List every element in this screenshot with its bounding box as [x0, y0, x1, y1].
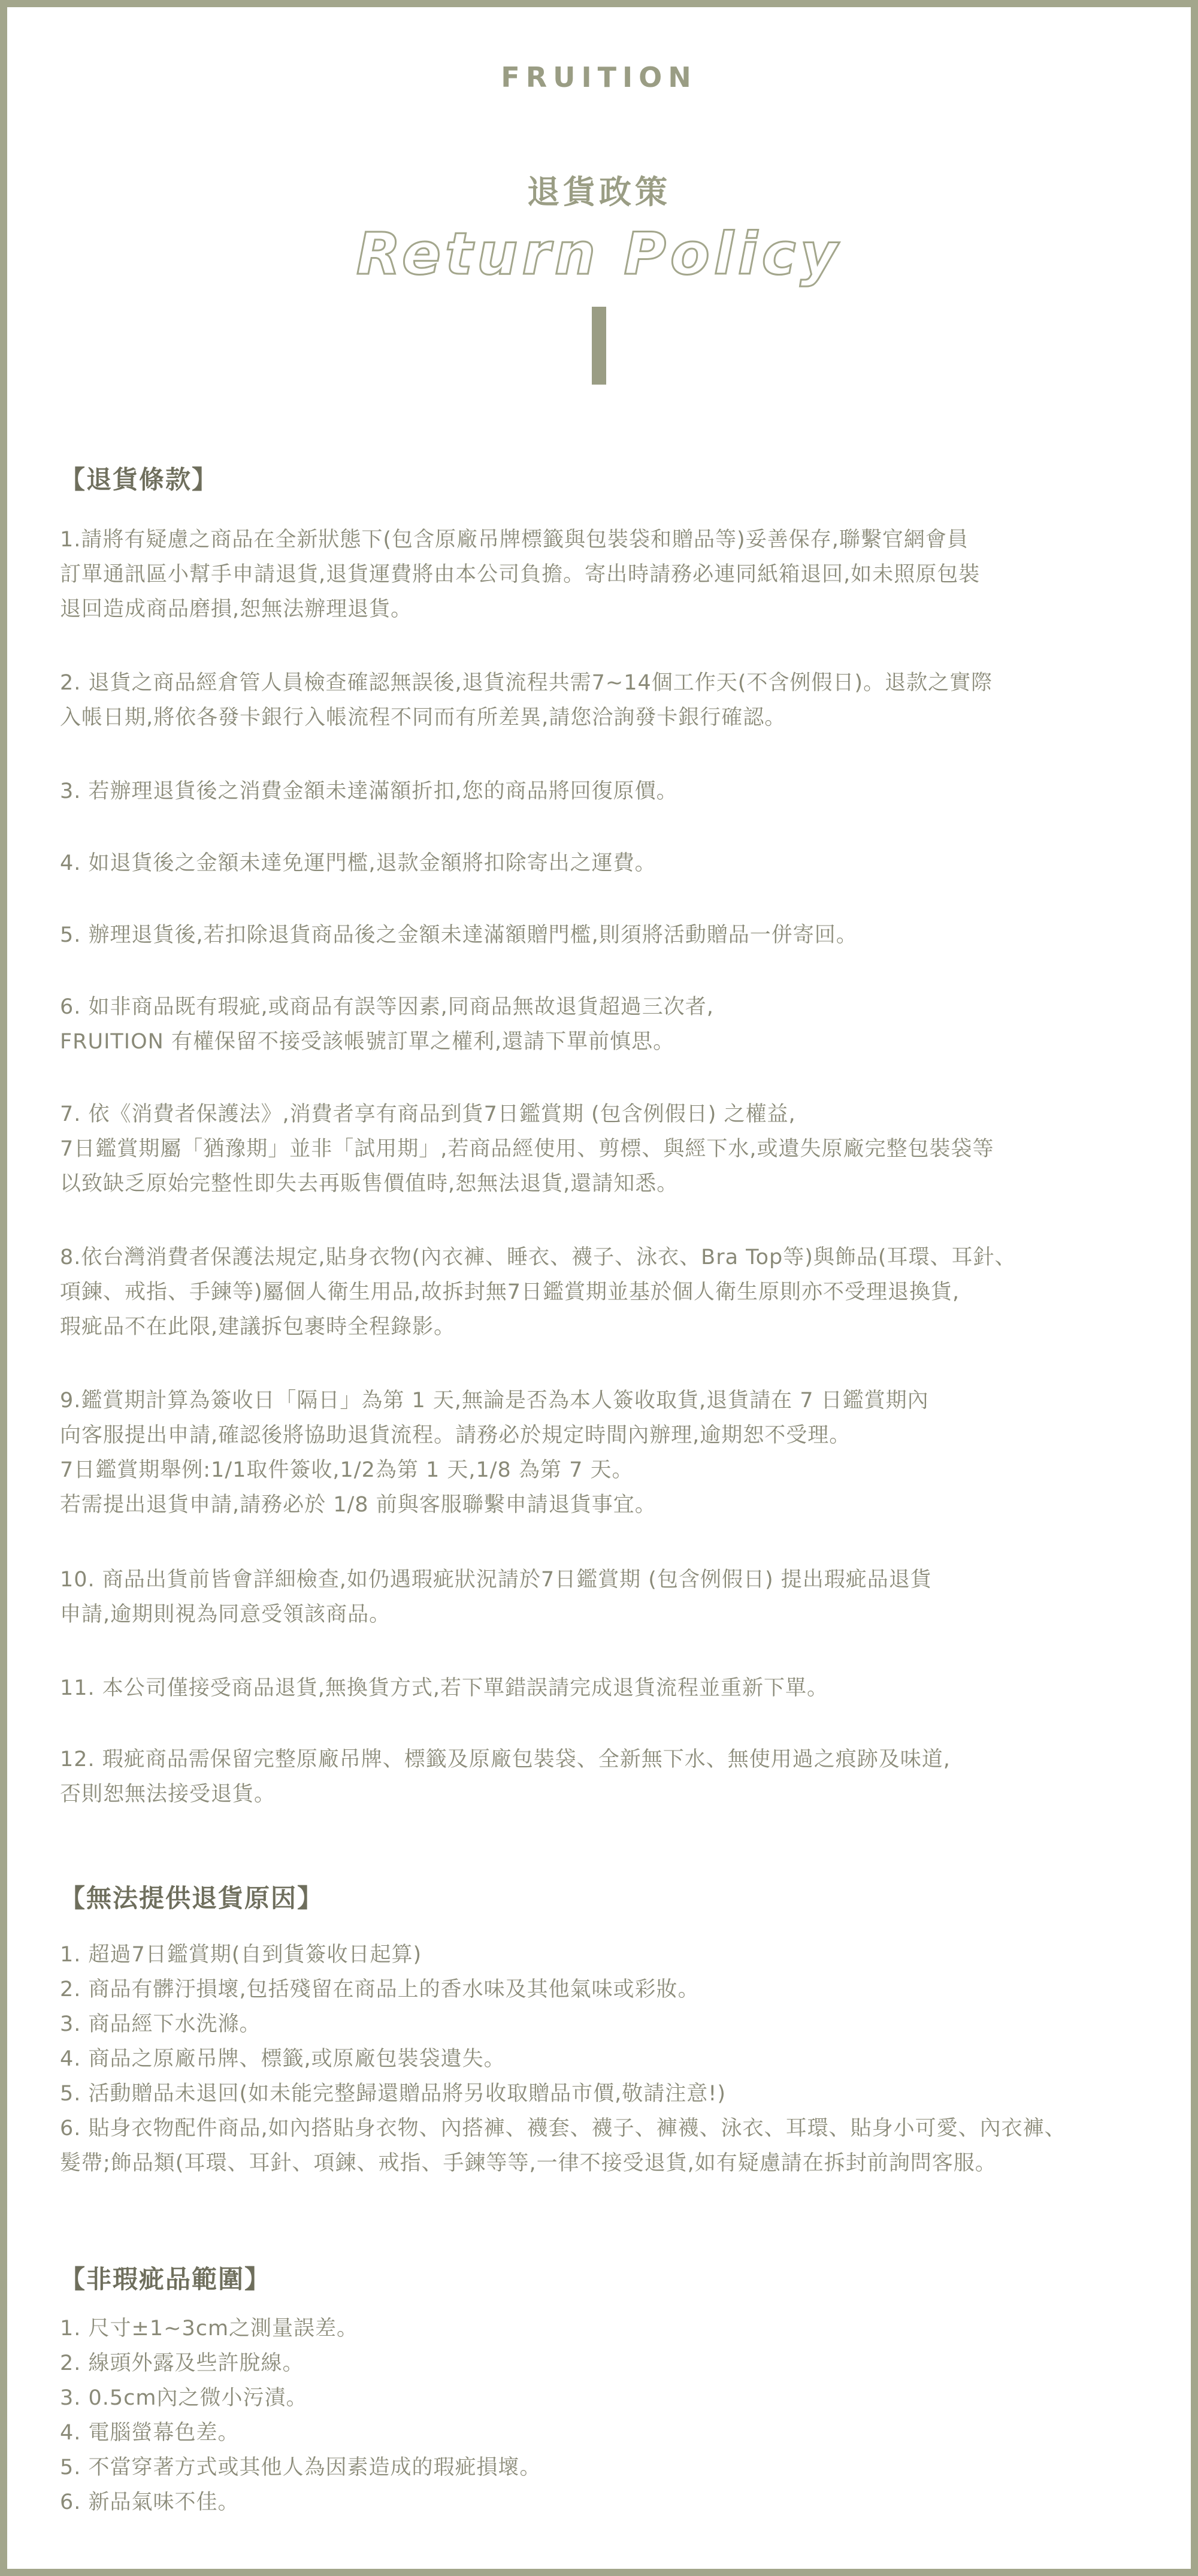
return-term-item: 6. 如非商品既有瑕疵,或商品有誤等因素,同商品無故退貨超過三次者, FRUITION 有權保留不接受該帳號訂單之權利,還請下單前慎思。: [60, 995, 714, 1054]
no-return-reasons-list: 1. 超過7日鑑賞期(自到貨簽收日起算) 2. 商品有髒汙損壞,包括殘留在商品上的香水味及其他氣味或彩妝。 3. 商品經下水洗滌。 4. 商品之原廠吊牌、標籤,或原廠包裝袋遺失。 5. 活動贈品未退回(如未能完整歸還贈品將另收取贈品市價,敬請注意!) 6. 貼身衣物配件商品,如內搭貼身衣物、內搭褲、襪套、襪子、褲襪、泳衣、耳環、貼身小可愛、內衣褲、 髮帶;飾品類(耳環、耳針、項鍊、戒指、手鍊等等,一律不接受退貨,如有疑慮請在拆封前詢問客服。: [60, 1943, 1066, 2175]
section-heading-return-terms: 【退貨條款】: [60, 465, 219, 494]
return-term-item: 3. 若辦理退貨後之消費金額未達滿額折扣,您的商品將回復原價。: [60, 779, 678, 803]
page-title-en: Return Policy: [356, 220, 842, 288]
return-term-item: 10. 商品出貨前皆會詳細檢查,如仍遇瑕疵狀況請於7日鑑賞期 (包含例假日) 提出瑕疵品退貨 申請,逾期則視為同意受領該商品。: [60, 1568, 932, 1626]
return-term-item: 8.依台灣消費者保護法規定,貼身衣物(內衣褲、睡衣、襪子、泳衣、Bra Top等)與飾品(耳環、耳針、 項鍊、戒指、手鍊等)屬個人衛生用品,故拆封無7日鑑賞期並基於個人衛生原則亦不受理退換貨, 瑕疵品不在此限,建議拆包裹時全程錄影。: [60, 1245, 1017, 1339]
return-term-item: 1.請將有疑慮之商品在全新狀態下(包含原廠吊牌標籤與包裝袋和贈品等)妥善保存,聯繫官網會員 訂單通訊區小幫手申請退貨,退貨運費將由本公司負擔。寄出時請務必連同紙箱退回,如未照原包裝 退回造成商品磨損,恕無法辦理退貨。: [60, 528, 981, 621]
return-term-item: 9.鑑賞期計算為簽收日「隔日」為第 1 天,無論是否為本人簽收取貨,退貨請在 7 日鑑賞期內 向客服提出申請,確認後將協助退貨流程。請務必於規定時間內辦理,逾期恕不受理。 7日鑑賞期舉例:1/1取件簽收,1/2為第 1 天,1/8 為第 7 天。 若需提出退貨申請,請務必於 1/8 前與客服聯繫申請退貨事宜。: [60, 1389, 929, 1517]
return-term-item: 7. 依《消費者保護法》,消費者享有商品到貨7日鑑賞期 (包含例假日) 之權益, 7日鑑賞期屬「猶豫期」並非「試用期」,若商品經使用、剪標、與經下水,或遺失原廠完整包裝袋等 以致缺乏原始完整性即失去再販售價值時,恕無法退貨,還請知悉。: [60, 1102, 994, 1196]
return-term-item: 2. 退貨之商品經倉管人員檢查確認無誤後,退貨流程共需7~14個工作天(不含例假日)。退款之實際 入帳日期,將依各發卡銀行入帳流程不同而有所差異,請您洽詢發卡銀行確認。: [60, 671, 993, 730]
section-heading-no-return: 【無法提供退貨原因】: [60, 1883, 324, 1913]
return-term-item: 5. 辦理退貨後,若扣除退貨商品後之金額未達滿額贈門檻,則須將活動贈品一併寄回。: [60, 923, 858, 947]
return-term-item: 4. 如退貨後之金額未達免運門檻,退款金額將扣除寄出之運費。: [60, 851, 657, 875]
return-term-item: 12. 瑕疵商品需保留完整原廠吊牌、標籤及原廠包裝袋、全新無下水、無使用過之痕跡及味道, 否則恕無法接受退貨。: [60, 1747, 951, 1806]
title-divider-bar: [592, 307, 606, 385]
non-defect-scope-list: 1. 尺寸±1~3cm之測量誤差。 2. 線頭外露及些許脫線。 3. 0.5cm內之微小污漬。 4. 電腦螢幕色差。 5. 不當穿著方式或其他人為因素造成的瑕疵損壞。 6. 新品氣味不佳。: [60, 2317, 541, 2514]
section-heading-non-defect: 【非瑕疵品範圍】: [60, 2264, 271, 2294]
page-title-zh: 退貨政策: [527, 173, 671, 211]
brand-logo: FRUITION: [501, 61, 697, 93]
return-term-item: 11. 本公司僅接受商品退貨,無換貨方式,若下單錯誤請完成退貨流程並重新下單。: [60, 1676, 829, 1700]
